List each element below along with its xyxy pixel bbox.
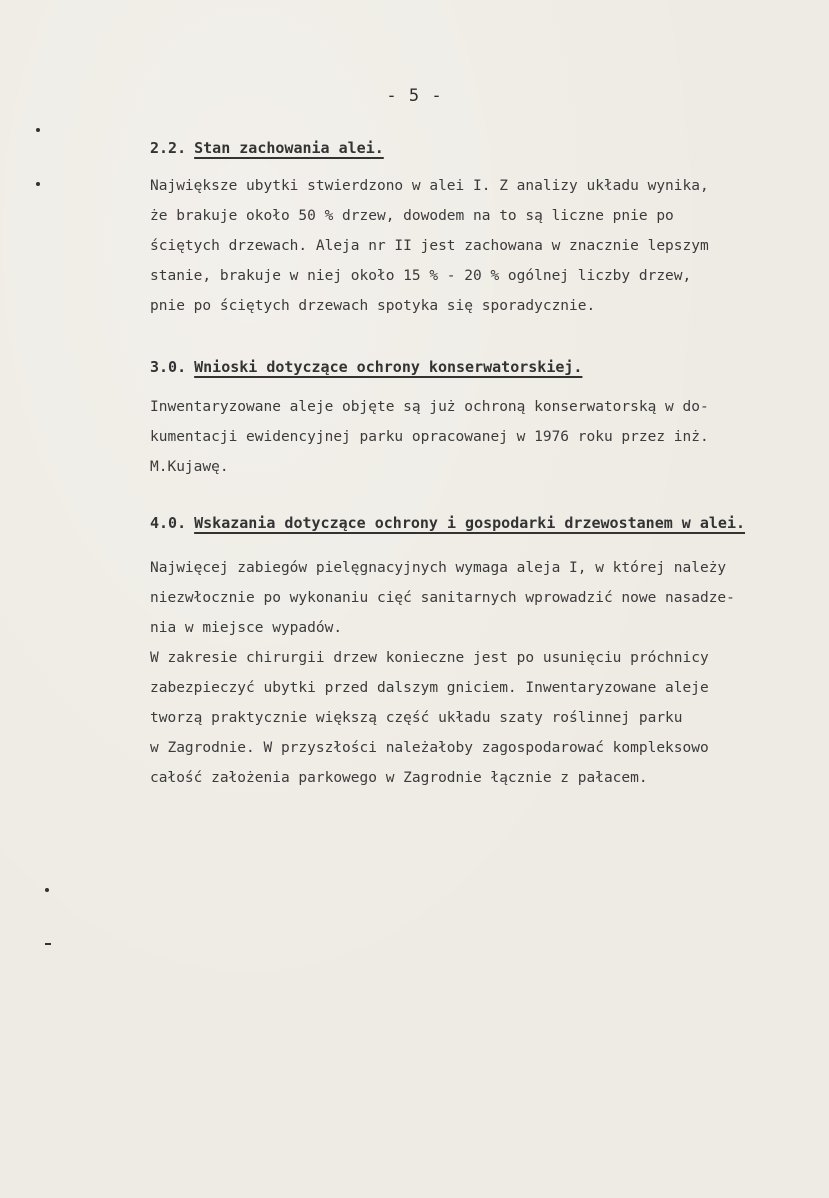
text-line: W zakresie chirurgii drzew konieczne jest po usunięciu próchnicy	[150, 650, 709, 666]
page-number: - 5 -	[386, 86, 443, 106]
text-line: w Zagrodnie. W przyszłości należałoby zagospodarować kompleksowo	[150, 740, 709, 756]
section-heading-3-0	[150, 358, 582, 376]
punch-hole-mark	[36, 182, 40, 186]
text-line: Inwentaryzowane aleje objęte są już ochroną konserwatorską w do-	[150, 399, 709, 415]
punch-hole-mark	[36, 128, 40, 132]
text-line: niezwłocznie po wykonaniu cięć sanitarnych wprowadzić nowe nasadze-	[150, 590, 735, 606]
punch-hole-mark	[45, 888, 49, 892]
text-line: że brakuje około 50 % drzew, dowodem na to są liczne pnie po	[150, 208, 674, 224]
punch-hole-mark	[45, 943, 51, 945]
section-number: 4.0.	[150, 514, 187, 532]
text-line: zabezpieczyć ubytki przed dalszym gniciem. Inwentaryzowane aleje	[150, 680, 709, 696]
text-line: Najwięcej zabiegów pielęgnacyjnych wymaga aleja I, w której należy	[150, 560, 727, 576]
text-line: całość założenia parkowego w Zagrodnie łącznie z pałacem.	[150, 770, 648, 786]
text-line: nia w miejsce wypadów.	[150, 620, 343, 636]
section-body-2-2	[150, 171, 820, 321]
section-body-4-0	[150, 553, 820, 793]
section-number: 3.0.	[150, 358, 187, 376]
text-line: ściętych drzewach. Aleja nr II jest zachowana w znacznie lepszym	[150, 238, 709, 254]
section-heading-2-2	[150, 139, 384, 157]
text-line: Największe ubytki stwierdzono w alei I. Z analizy układu wynika,	[150, 178, 709, 194]
section-title: Stan zachowania alei.	[194, 139, 384, 157]
text-line: pnie po ściętych drzewach spotyka się sporadycznie.	[150, 298, 596, 314]
text-line: M.Kujawę.	[150, 459, 229, 475]
section-body-3-0	[150, 392, 820, 482]
section-title: Wnioski dotyczące ochrony konserwatorskiej.	[194, 358, 583, 376]
text-line: tworzą praktycznie większą część układu szaty roślinnej parku	[150, 710, 683, 726]
section-title: Wskazania dotyczące ochrony i gospodarki drzewostanem w alei.	[194, 514, 746, 532]
section-number: 2.2.	[150, 139, 187, 157]
text-line: stanie, brakuje w niej około 15 % - 20 % ogólnej liczby drzew,	[150, 268, 692, 284]
section-heading-4-0	[150, 514, 745, 532]
text-line: kumentacji ewidencyjnej parku opracowanej w 1976 roku przez inż.	[150, 429, 709, 445]
